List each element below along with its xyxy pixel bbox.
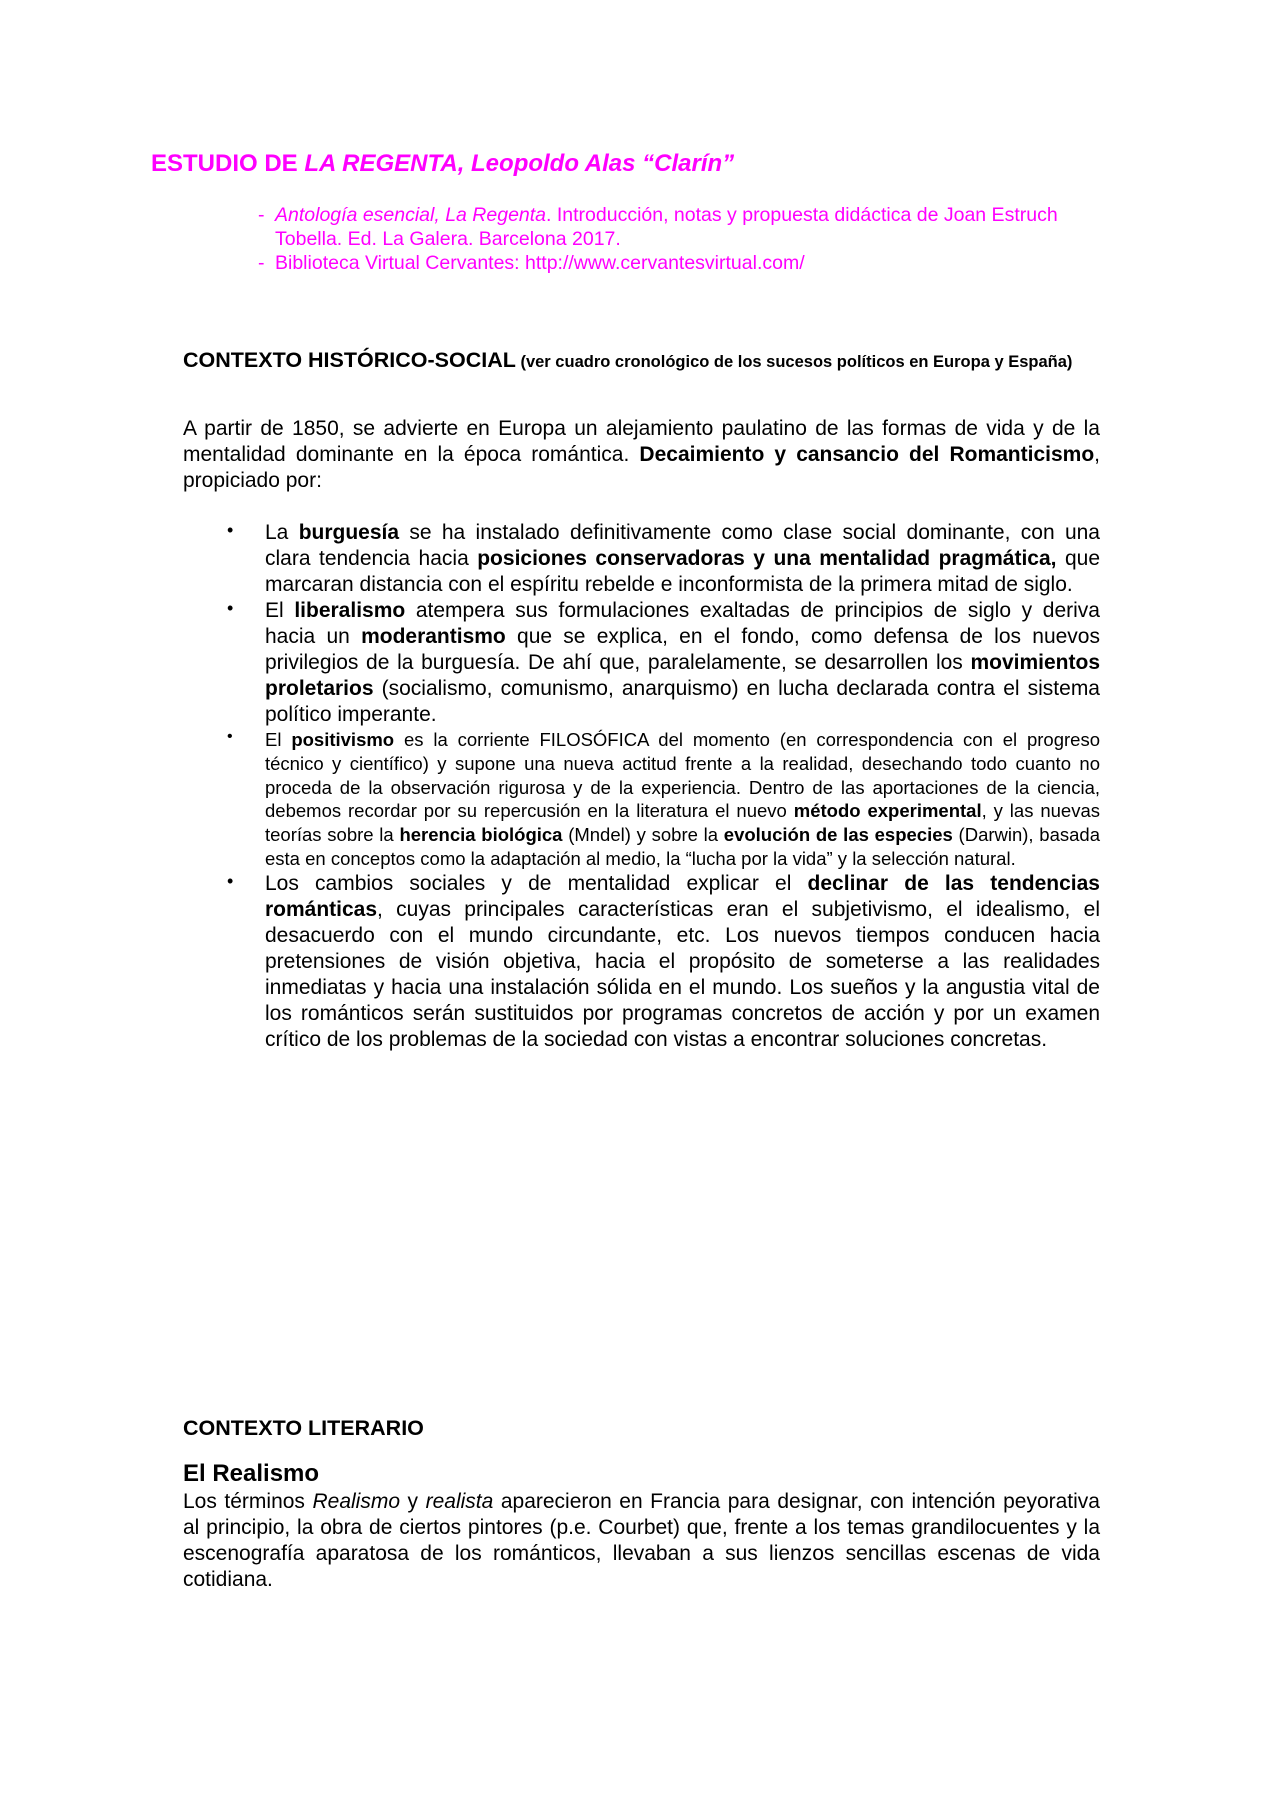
dash-marker: - — [258, 204, 265, 226]
intro-paragraph — [183, 416, 1100, 494]
reference-text[interactable]: Biblioteca Virtual Cervantes: http://www.cervantesvirtual.com/ — [275, 252, 805, 274]
list-item-text: El positivismo es la corriente FILOSÓFICA del momento (en correspondencia con el progreso técnico y científico) y supone una nueva actitud frente a la realidad, desechando todo cuanto no proceda de la observación rigurosa y de la experiencia. Dentro de las aportaciones de la ciencia, debemos recordar por su repercusión en la literatura el nuevo método experimental, y las nuevas teorías sobre la herencia biológica (Mndel) y sobre la evolución de las especies (Darwin), basada esta en conceptos como la adaptación al medio, la “lucha por la vida” y la selección natural. — [265, 729, 1101, 869]
bullet-icon: • — [227, 520, 234, 540]
dash-marker: - — [258, 252, 265, 274]
section-heading-historico — [183, 348, 1083, 374]
list-item-positivismo — [183, 728, 1100, 871]
bullet-icon: • — [227, 870, 234, 891]
list-item-liberalismo — [183, 598, 1100, 728]
list-item-text: El liberalismo atempera sus formulaciones exaltadas de principios de siglo y deriva hacia un moderantismo que se explica, en el fondo, como defensa de los nuevos privilegios de la burguesía. De ahí que, paralelamente, se desarrollen los movimientos proletarios (socialismo, comunismo, anarquismo) en lucha declarada contra el sistema político imperante. — [265, 599, 1100, 726]
realismo-paragraph: Los términos Realismo y realista aparecieron en Francia para designar, con intención peyorativa al principio, la obra de ciertos pintores (p.e. Courbet) que, frente a los temas grandilocuentes y la escenografía aparatosa de los románticos, llevaban a sus lienzos sencillas escenas de vida cotidiana. — [183, 1490, 1100, 1591]
intro-bold: Decaimiento y cansancio del Romanticismo — [639, 443, 1095, 466]
section-heading-text: CONTEXTO HISTÓRICO-SOCIAL — [183, 348, 516, 372]
list-item-text: Los cambios sociales y de mentalidad explicar el declinar de las tendencias románticas, cuyas principales características eran el subjetivismo, el idealismo, el desacuerdo con el mundo circundante, etc. Los nuevos tiempos conducen hacia pretensiones de visión objetiva, hacia el propósito de someterse a las realidades inmediatas y hacia una instalación sólida en el mundo. Los sueños y la angustia vital de los románticos serán sustituidos por programas concretos de acción y por un examen crítico de los problemas de la sociedad con vistas a encontrar soluciones concretas. — [265, 871, 1100, 1051]
reference-italic: Antología esencial, La Regenta — [275, 204, 547, 226]
causes-list — [183, 520, 1100, 1053]
reference-text: . Introducción, notas y propuesta didáctica de Joan Estruch Tobella. Ed. La Galera. Barcelona 2017. — [275, 204, 1058, 250]
reference-item — [258, 251, 1078, 275]
title-part1: ESTUDIO DE — [151, 150, 305, 177]
section-heading-note: (ver cuadro cronológico de los sucesos políticos en Europa y España) — [515, 353, 1073, 371]
document-title — [151, 150, 734, 178]
intro-text-end: , propiciado por: — [183, 443, 1100, 492]
list-item-burguesia — [183, 520, 1100, 598]
list-item-text: La burguesía se ha instalado definitivamente como clase social dominante, con una clara tendencia hacia posiciones conservadoras y una mentalidad pragmática, que marcaran distancia con el espíritu rebelde e inconformista de la primera mitad de siglo. — [265, 521, 1100, 596]
section-heading-literario: CONTEXTO LITERARIO — [183, 1416, 424, 1440]
bullet-icon: • — [227, 728, 233, 745]
list-item-cambios — [183, 871, 1100, 1053]
subheading-realismo: El Realismo — [183, 1460, 320, 1487]
intro-text: A partir de 1850, se advierte en Europa un alejamiento paulatino de las formas de vida y de la mentalidad dominante en la época romántica. — [183, 417, 1100, 466]
title-part2: LA REGENTA, Leopoldo Alas “Clarín” — [304, 150, 735, 177]
reference-list — [258, 203, 1078, 275]
reference-item — [258, 203, 1078, 251]
bullet-icon: • — [227, 598, 234, 618]
